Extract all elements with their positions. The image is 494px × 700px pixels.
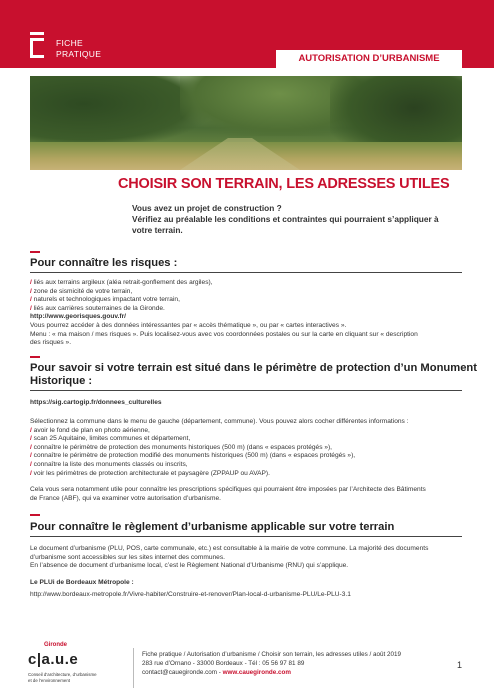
list-item: / connaître le périmètre de protection des monuments historiques (500 m) (dans « espaces protégés »), bbox=[30, 443, 333, 451]
section2-note: Cela vous sera notamment utile pour connaître les prescriptions spécifiques qui pourraient être imposées par l’Architecte des Bâtiments de France (ABF), qui va examiner votre autorisation d’urbanisme. bbox=[30, 486, 426, 502]
caue-logo-subtitle: Conseil d’architecture, d’urbanisme et de l’environnement bbox=[28, 672, 97, 683]
list-item: / connaître le périmètre de protection modifié des monuments historiques (500 m) (dans « espaces protégés »), bbox=[30, 452, 356, 460]
list-item: / scan 25 Aquitaine, limites communes et département, bbox=[30, 435, 191, 443]
section2-body: Sélectionnez la commune dans le menu de gauche (département, commune). Vous pouvez alors cocher différentes informations : / avoir le fond de plan en photo aérienne, / scan 25 Aquitaine, limites communes et département, / connaître le périmètre de protection des monuments historiques (500 m) (dans « espaces protégés »), / connaître le périmètre de protection modifié des monuments historiques (500 m) (dans « espaces protégés »), / connaître la liste des monuments classés ou inscrits, / voir les périmètres de protection architecturale et paysagère (ZPPAUP ou AVAP). bbox=[30, 418, 470, 478]
section3-title: Pour connaître le règlement d’urbanisme applicable sur votre terrain bbox=[30, 521, 395, 533]
bordeaux-metropole-link[interactable]: http://www.bordeaux-metropole.fr/Vivre-habiter/Construire-et-renover/Plan-local-d-urbanisme-PLU/Le-PLU-3.1 bbox=[30, 590, 351, 598]
list-item: / liés aux terrains argileux (aléa retrait-gonflement des argiles), bbox=[30, 279, 213, 286]
page-title: CHOISIR SON TERRAIN, LES ADRESSES UTILES bbox=[118, 176, 450, 192]
section1-title: Pour connaître les risques : bbox=[30, 257, 178, 269]
section-divider bbox=[30, 272, 462, 273]
list-item: / avoir le fond de plan en photo aérienne, bbox=[30, 426, 150, 434]
caue-c-logo-icon bbox=[30, 38, 44, 58]
contact-email-link[interactable]: contact@cauegironde.com - bbox=[142, 669, 223, 676]
section2-link-block bbox=[30, 399, 470, 408]
section3-body: Le document d’urbanisme (PLU, POS, carte communale, etc.) est consultable à la mairie de votre commune. La majorité des documents d’urbanisme sont accessibles sur les sites internet des communes. En l’absence de document d’urbanisme local, c’est le Règlement National d’Urbanisme (RNU) qui s’applique. bbox=[30, 545, 429, 570]
category-tag bbox=[276, 50, 462, 70]
footer-info: Fiche pratique / Autorisation d’urbanisme / Choisir son terrain, les adresses utiles / août 2019 283 rue d’Ornano - 33000 Bordeaux - Tél : 05 56 97 81 89 contact@cauegironde.com - www.cauegironde.com bbox=[142, 651, 402, 676]
list-item: / zone de sismicité de votre terrain, bbox=[30, 287, 133, 295]
list-item: / liés aux carrières souterraines de la Gironde. bbox=[30, 304, 165, 312]
georisques-link[interactable]: http://www.georisques.gouv.fr/ bbox=[30, 313, 126, 321]
plui-subhead: Le PLUi de Bordeaux Métropole : bbox=[30, 579, 134, 586]
section-marker bbox=[30, 251, 40, 253]
page-number: 1 bbox=[457, 660, 463, 670]
footer-logo-region: Gironde bbox=[44, 642, 68, 648]
landscape-photo bbox=[30, 76, 462, 170]
caue-logo: c|a.u.e bbox=[28, 651, 79, 668]
fiche-pratique-label: FICHE PRATIQUE bbox=[56, 38, 102, 59]
section3-subhead-block bbox=[30, 579, 470, 599]
intro-text: Vous avez un projet de construction ? Vérifiez au préalable les conditions et contraintes qui pourraient s’appliquer à votre terrain. bbox=[132, 203, 439, 235]
section-marker bbox=[30, 514, 40, 516]
cartogip-link[interactable]: https://sig.cartogip.fr/donnees_culturelles bbox=[30, 399, 162, 406]
section-divider bbox=[30, 536, 462, 537]
section-divider bbox=[30, 390, 462, 391]
list-item: / voir les périmètres de protection architecturale et paysagère (ZPPAUP ou AVAP). bbox=[30, 469, 270, 477]
section2-title: Pour savoir si votre terrain est situé dans le périmètre de protection d’un Monument Historique : bbox=[30, 362, 477, 387]
website-link[interactable]: www.cauegironde.com bbox=[222, 669, 291, 676]
footer-divider bbox=[133, 648, 134, 688]
list-item: / naturels et technologiques impactant votre terrain, bbox=[30, 296, 180, 304]
list-item: / connaître la liste des monuments classés ou inscrits, bbox=[30, 460, 188, 468]
category-tag-text: AUTORISATION D’URBANISME bbox=[298, 53, 440, 64]
section-marker bbox=[30, 356, 40, 358]
section1-body: / liés aux terrains argileux (aléa retrait-gonflement des argiles), / zone de sismicité de votre terrain, / naturels et technologiques impactant votre terrain, / liés aux carrières souterraines de la Gironde. http://www.georisques.gouv.fr/ Vous pourrez accéder à des données intéressantes par « accès thématique », ou par « cartes interactives ». Menu : « ma maison / mes risques ». Puis localisez-vous avec vos coordonnées postales ou sur la carte en cliquant sur « description des risques ». bbox=[30, 279, 470, 348]
